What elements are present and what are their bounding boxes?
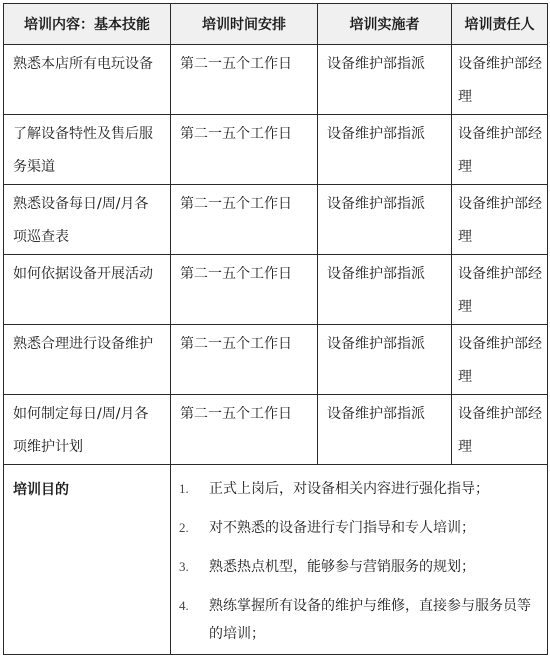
goal-label: 培训目的 [4,465,171,655]
content-cell: 如何制定每日/周/月各项维护计划 [4,395,171,465]
responsible-cell: 设备维护部经理 [452,255,548,325]
goal-item-number: 1. [179,481,189,496]
schedule-cell: 第二一五个工作日 [171,255,318,325]
responsible-cell: 设备维护部经理 [452,395,548,465]
header-trainer: 培训实施者 [318,4,452,45]
table-row [4,395,548,465]
responsible-cell: 设备维护部经理 [452,325,548,395]
table-row [4,115,548,185]
goal-row [4,465,548,655]
content-cell: 熟悉设备每日/周/月各项巡查表 [4,185,171,255]
trainer-cell: 设备维护部指派 [318,325,452,395]
schedule-cell: 第二一五个工作日 [171,185,318,255]
content-cell: 熟悉本店所有电玩设备 [4,45,171,115]
responsible-cell: 设备维护部经理 [452,45,548,115]
trainer-cell: 设备维护部指派 [318,395,452,465]
goal-item-number: 4. [179,598,189,613]
goal-list [171,465,548,655]
content-cell: 熟悉合理进行设备维护 [4,325,171,395]
training-table [3,3,548,655]
goal-item-text: 对不熟悉的设备进行专门指导和专人培训； [209,520,475,536]
trainer-cell: 设备维护部指派 [318,255,452,325]
header-responsible: 培训责任人 [452,4,548,45]
header-row [4,4,548,45]
responsible-cell: 设备维护部经理 [452,185,548,255]
goal-item [179,514,535,542]
table-row [4,325,548,395]
schedule-cell: 第二一五个工作日 [171,395,318,465]
goal-item-text: 熟悉热点机型，能够参与营销服务的规划； [209,559,475,575]
table-row [4,45,548,115]
goal-item [179,592,535,648]
goal-item [179,553,535,581]
schedule-cell: 第二一五个工作日 [171,115,318,185]
header-content: 培训内容：基本技能 [4,4,171,45]
trainer-cell: 设备维护部指派 [318,185,452,255]
goal-item-text: 正式上岗后，对设备相关内容进行强化指导； [209,481,489,497]
header-schedule: 培训时间安排 [171,4,318,45]
responsible-cell: 设备维护部经理 [452,115,548,185]
schedule-cell: 第二一五个工作日 [171,325,318,395]
content-cell: 了解设备特性及售后服务渠道 [4,115,171,185]
goal-item-number: 3. [179,559,189,574]
schedule-cell: 第二一五个工作日 [171,45,318,115]
goal-item [179,475,535,503]
goal-item-text: 熟练掌握所有设备的维护与维修，直接参与服务员等的培训； [209,598,531,642]
trainer-cell: 设备维护部指派 [318,45,452,115]
table-row [4,185,548,255]
goal-item-number: 2. [179,520,189,535]
table-row [4,255,548,325]
content-cell: 如何依据设备开展活动 [4,255,171,325]
trainer-cell: 设备维护部指派 [318,115,452,185]
